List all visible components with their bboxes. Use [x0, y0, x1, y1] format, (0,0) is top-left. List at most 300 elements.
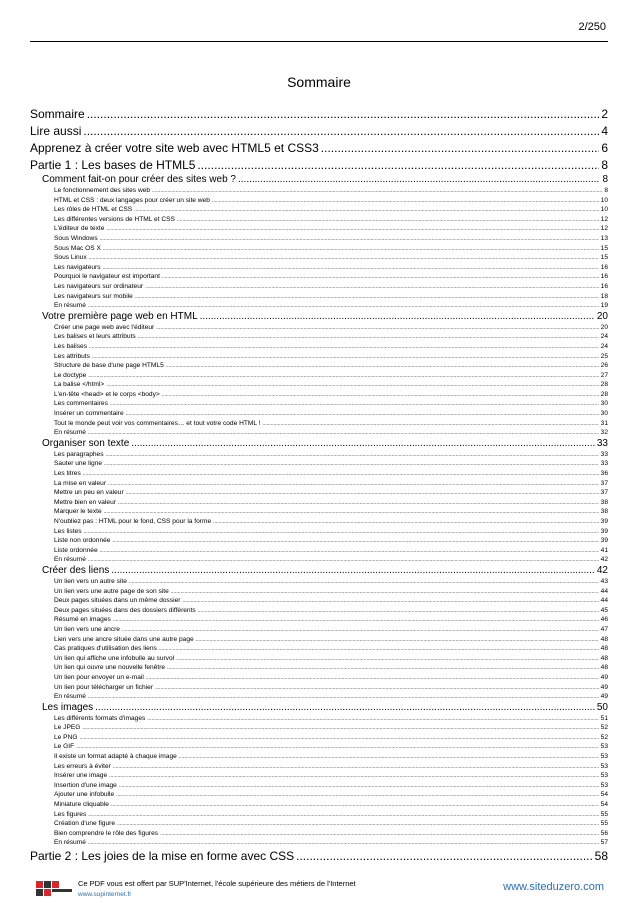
toc-section-row[interactable]	[30, 253, 608, 263]
toc-page-number: 37	[600, 479, 608, 487]
toc-leader-dots	[82, 724, 598, 733]
page-indicator: 2/250	[578, 21, 606, 33]
toc-page-number: 42	[600, 556, 608, 564]
toc-page-number: 30	[600, 410, 608, 418]
toc-leader-dots	[122, 626, 599, 635]
toc-leader-dots	[126, 410, 599, 419]
toc-section-row[interactable]	[30, 469, 608, 479]
toc-section-row[interactable]	[30, 714, 608, 724]
toc-entry-label: Liste non ordonnée	[54, 537, 111, 545]
toc-entry-label: Les navigateurs sur ordinateur	[54, 282, 144, 290]
toc-leader-dots	[104, 460, 599, 469]
toc-page-number: 20	[596, 310, 608, 322]
toc-section-row[interactable]	[30, 517, 608, 527]
toc-leader-dots	[89, 343, 599, 352]
toc-section-row[interactable]	[30, 673, 608, 683]
toc-leader-dots	[167, 664, 599, 673]
toc-page-number: 45	[600, 606, 608, 614]
toc-leader-dots	[116, 791, 599, 800]
toc-entry-label: Les commentaires	[54, 400, 108, 408]
footer	[30, 875, 608, 899]
toc-leader-dots	[146, 674, 599, 683]
toc-entry-label: Partie 2 : Les joies de la mise en forme avec CSS	[30, 849, 295, 863]
toc-entry-label: Pourquoi le navigateur est important	[54, 273, 160, 281]
toc-leader-dots	[103, 264, 599, 273]
toc-entry-label: Les balises	[54, 342, 87, 350]
toc-page-number: 26	[600, 362, 608, 370]
toc-page-number: 24	[600, 342, 608, 350]
toc-leader-dots	[213, 518, 599, 527]
toc-page-number: 16	[600, 282, 608, 290]
toc-section-row[interactable]	[30, 282, 608, 292]
toc-entry-label: Apprenez à créer votre site web avec HTML5 et CSS3	[30, 141, 319, 155]
toc-entry-label: Un lien vers un autre site	[54, 577, 127, 585]
toc-section-row[interactable]	[30, 186, 608, 196]
toc-leader-dots	[83, 123, 599, 140]
toc-leader-dots	[197, 157, 599, 174]
toc-leader-dots	[84, 528, 599, 537]
toc-entry-label: Organiser son texte	[42, 437, 130, 449]
toc-page-number: 33	[600, 450, 608, 458]
toc-page-number: 28	[600, 390, 608, 398]
toc-section-row[interactable]	[30, 555, 608, 565]
toc-section-row[interactable]	[30, 577, 608, 587]
toc-entry-label: Insérer une image	[54, 772, 108, 780]
toc-page-number: 10	[600, 206, 608, 214]
toc-page-number: 16	[600, 273, 608, 281]
toc-entry-label: L'en-tête <head> et le corps <body>	[54, 390, 160, 398]
toc-entry-label: Liste ordonnée	[54, 546, 98, 554]
toc-entry-label: Un lien pour envoyer un e-mail	[54, 673, 144, 681]
toc-section-row[interactable]	[30, 215, 608, 225]
toc-section-row[interactable]	[30, 371, 608, 381]
toc-entry-label: N'oubliez pas : HTML pour le fond, CSS pour la forme	[54, 518, 212, 525]
toc-section-row[interactable]	[30, 819, 608, 829]
toc-leader-dots	[182, 597, 598, 606]
toc-leader-dots	[296, 848, 593, 865]
toc-leader-dots	[160, 830, 599, 839]
toc-section-row[interactable]	[30, 342, 608, 352]
toc-entry-label: En résumé	[54, 839, 86, 847]
toc-entry-label: Les attributs	[54, 352, 90, 360]
toc-leader-dots	[108, 480, 599, 489]
toc-leader-dots	[79, 734, 598, 743]
toc-leader-dots	[200, 311, 595, 323]
footer-offer-link[interactable]: www.supinternet.fr	[78, 891, 132, 898]
toc-section-row[interactable]	[30, 263, 608, 273]
toc-page-number: 36	[600, 470, 608, 478]
toc-page-number: 43	[600, 577, 608, 585]
toc-section-row[interactable]	[30, 723, 608, 733]
toc-leader-dots	[238, 174, 600, 186]
toc-page-number: 48	[600, 654, 608, 662]
toc-section-row[interactable]	[30, 332, 608, 342]
toc-page-number: 12	[600, 215, 608, 223]
toc-section-row[interactable]	[30, 683, 608, 693]
toc-entry-label: Le PNG	[54, 733, 78, 741]
toc-leader-dots	[111, 565, 595, 577]
toc-section-row[interactable]	[30, 800, 608, 810]
toc-entry-label: Résumé en images	[54, 616, 111, 624]
toc-entry-label: Créer une page web avec l'éditeur	[54, 323, 155, 331]
toc-page-number: 49	[600, 673, 608, 681]
toc-entry-label: Lire aussi	[30, 124, 82, 138]
toc-leader-dots	[88, 811, 598, 820]
toc-leader-dots	[111, 801, 599, 810]
toc-section-row[interactable]	[30, 635, 608, 645]
toc-page-number: 53	[600, 781, 608, 789]
toc-part-row[interactable]	[30, 123, 608, 140]
toc-leader-dots	[87, 106, 600, 123]
toc-leader-dots	[179, 753, 599, 762]
toc-page-number: 4	[601, 124, 608, 138]
toc-entry-label: Un lien qui ouvre une nouvelle fenêtre	[54, 664, 166, 672]
toc-page-number: 39	[600, 527, 608, 535]
toc-entry-label: Structure de base d'une page HTML5	[54, 362, 164, 370]
toc-leader-dots	[88, 302, 599, 311]
toc-page-number: 10	[600, 196, 608, 204]
toc-leader-dots	[155, 684, 599, 693]
toc-leader-dots	[88, 372, 598, 381]
toc-section-row[interactable]	[30, 244, 608, 254]
toc-leader-dots	[106, 451, 599, 460]
toc-page-number: 53	[600, 762, 608, 770]
table-of-contents	[30, 106, 608, 865]
toc-section-row[interactable]	[30, 810, 608, 820]
toc-section-row[interactable]	[30, 399, 608, 409]
toc-page-number: 20	[600, 323, 608, 331]
toc-leader-dots	[110, 400, 599, 409]
toc-entry-label: Création d'une figure	[54, 820, 116, 828]
toc-page-number: 44	[600, 597, 608, 605]
toc-leader-dots	[112, 537, 598, 546]
toc-page-number: 48	[600, 645, 608, 653]
toc-part-row[interactable]	[30, 157, 608, 174]
toc-leader-dots	[177, 216, 599, 225]
toc-entry-label: Marquer le texte	[54, 508, 102, 516]
toc-leader-dots	[113, 763, 599, 772]
toc-page-number: 28	[600, 381, 608, 389]
toc-section-row[interactable]	[30, 498, 608, 508]
toc-page-number: 48	[600, 635, 608, 643]
toc-entry-label: Deux pages situées dans des dossiers différents	[54, 606, 196, 614]
toc-entry-label: Insertion d'une image	[54, 781, 117, 789]
toc-entry-label: Sous Mac OS X	[54, 244, 101, 252]
footer-offer-text: Ce PDF vous est offert par SUP'Internet, l'école supérieure des métiers de l'Internet	[78, 879, 356, 888]
toc-page-number: 15	[600, 254, 608, 262]
toc-leader-dots	[95, 702, 595, 714]
toc-page-number: 38	[600, 498, 608, 506]
toc-leader-dots	[176, 655, 599, 664]
toc-page-number: 27	[600, 371, 608, 379]
toc-entry-label: Les balises et leurs attributs	[54, 333, 136, 341]
toc-leader-dots	[118, 499, 599, 508]
toc-chapter-row[interactable]	[30, 565, 608, 577]
toc-entry-label: Les navigateurs	[54, 263, 101, 271]
toc-entry-label: Le fonctionnement des sites web	[54, 187, 151, 194]
toc-entry-label: Mettre bien en valeur	[54, 498, 116, 506]
toc-section-row[interactable]	[30, 196, 608, 206]
toc-page-number: 52	[600, 724, 608, 732]
toc-leader-dots	[134, 206, 598, 215]
toc-leader-dots	[103, 245, 599, 254]
toc-leader-dots	[106, 381, 598, 390]
toc-page-number: 55	[600, 820, 608, 828]
toc-section-row[interactable]	[30, 742, 608, 752]
toc-entry-label: Le GIF	[54, 743, 75, 751]
toc-page-number: 49	[600, 693, 608, 701]
toc-page-number: 56	[600, 829, 608, 837]
toc-page-number: 39	[600, 537, 608, 545]
toc-page-number: 33	[596, 437, 608, 449]
toc-section-row[interactable]	[30, 790, 608, 800]
toc-page-number: 16	[600, 263, 608, 271]
toc-page-number: 39	[600, 518, 608, 525]
toc-entry-label: Mettre un peu en valeur	[54, 489, 124, 497]
toc-entry-label: Un lien vers une ancre	[54, 625, 120, 633]
toc-section-row[interactable]	[30, 838, 608, 848]
toc-entry-label: En résumé	[54, 556, 86, 564]
toc-entry-label: Les différents formats d'images	[54, 714, 146, 722]
toc-section-row[interactable]	[30, 479, 608, 489]
toc-leader-dots	[88, 693, 599, 702]
toc-page-number: 30	[600, 400, 608, 408]
toc-leader-dots	[162, 391, 599, 400]
toc-page-number: 2	[601, 107, 608, 121]
toc-page-number: 52	[600, 733, 608, 741]
toc-entry-label: L'éditeur de texte	[54, 225, 105, 233]
footer-site-link[interactable]: www.siteduzero.com	[503, 881, 604, 893]
toc-page-number: 37	[600, 489, 608, 497]
toc-leader-dots	[135, 293, 599, 302]
toc-part-row[interactable]	[30, 106, 608, 123]
toc-entry-label: HTML et CSS : deux langages pour créer un site web	[54, 196, 210, 204]
toc-entry-label: Comment fait-on pour créer des sites web ?	[42, 174, 236, 185]
toc-entry-label: Sauter une ligne	[54, 460, 103, 468]
page-title: Sommaire	[287, 74, 351, 90]
toc-section-row[interactable]	[30, 428, 608, 438]
toc-leader-dots	[156, 324, 598, 333]
toc-leader-dots	[321, 140, 600, 157]
toc-page-number: 49	[600, 683, 608, 691]
toc-page-number: 44	[600, 587, 608, 595]
toc-chapter-row[interactable]	[30, 702, 608, 714]
toc-page-number: 54	[600, 801, 608, 809]
toc-page-number: 32	[600, 429, 608, 437]
toc-entry-label: Miniature cliquable	[54, 801, 109, 809]
toc-page-number: 54	[600, 791, 608, 799]
supinternet-logo-icon	[36, 877, 74, 899]
toc-page-number: 47	[600, 625, 608, 633]
toc-entry-label: Les images	[42, 701, 94, 713]
toc-entry-label: Un lien pour télécharger un fichier	[54, 683, 153, 691]
toc-page-number: 58	[594, 849, 608, 863]
toc-leader-dots	[113, 616, 599, 625]
toc-page-number: 12	[600, 225, 608, 233]
toc-entry-label: Deux pages situées dans un même dossier	[54, 597, 181, 605]
toc-leader-dots	[198, 607, 599, 616]
toc-section-row[interactable]	[30, 771, 608, 781]
toc-section-row[interactable]	[30, 615, 608, 625]
toc-section-row[interactable]	[30, 205, 608, 215]
toc-entry-label: Le doctype	[54, 371, 87, 379]
toc-page-number: 46	[600, 616, 608, 624]
toc-section-row[interactable]	[30, 644, 608, 654]
toc-page-number: 31	[600, 419, 608, 427]
toc-leader-dots	[145, 283, 599, 292]
toc-leader-dots	[262, 420, 598, 429]
toc-page-number: 50	[596, 701, 608, 713]
toc-leader-dots	[117, 820, 599, 829]
toc-leader-dots	[100, 547, 599, 556]
toc-page-number: 55	[600, 810, 608, 818]
toc-section-row[interactable]	[30, 459, 608, 469]
toc-page-number: 53	[600, 743, 608, 751]
toc-entry-label: Insérer un commentaire	[54, 410, 124, 418]
toc-page-number: 6	[601, 141, 608, 155]
toc-page-number: 33	[600, 460, 608, 468]
toc-page-number: 38	[600, 508, 608, 516]
toc-page-number: 51	[600, 714, 608, 722]
toc-section-row[interactable]	[30, 596, 608, 606]
toc-entry-label: Les listes	[54, 527, 82, 535]
toc-page-number: 53	[600, 772, 608, 780]
toc-leader-dots	[109, 772, 599, 781]
toc-entry-label: Créer des liens	[42, 564, 110, 576]
toc-entry-label: Un lien vers une autre page de son site	[54, 587, 169, 595]
toc-section-row[interactable]	[30, 733, 608, 743]
toc-entry-label: Les figures	[54, 810, 87, 818]
toc-leader-dots	[159, 645, 599, 654]
toc-entry-label: Partie 1 : Les bases de HTML5	[30, 158, 196, 172]
toc-entry-label: Sommaire	[30, 107, 85, 121]
toc-entry-label: Votre première page web en HTML	[42, 310, 198, 322]
header-rule	[30, 41, 608, 42]
toc-section-row[interactable]	[30, 781, 608, 791]
toc-leader-dots	[76, 743, 599, 752]
toc-page-number: 53	[600, 753, 608, 761]
toc-leader-dots	[104, 508, 599, 517]
toc-part-row[interactable]	[30, 140, 608, 157]
toc-section-row[interactable]	[30, 323, 608, 333]
toc-entry-label: Cas pratiques d'utilisation des liens	[54, 645, 157, 653]
toc-leader-dots	[196, 636, 599, 645]
toc-entry-label: Sous Linux	[54, 254, 87, 262]
toc-section-row[interactable]	[30, 390, 608, 400]
toc-leader-dots	[212, 197, 599, 206]
toc-section-row[interactable]	[30, 419, 608, 429]
toc-chapter-row[interactable]	[30, 311, 608, 323]
toc-page-number: 8	[601, 158, 608, 172]
toc-entry-label: Les titres	[54, 470, 81, 478]
toc-leader-dots	[147, 715, 598, 724]
toc-chapter-row[interactable]	[30, 438, 608, 450]
toc-page-number: 15	[600, 244, 608, 252]
toc-section-row[interactable]	[30, 587, 608, 597]
toc-section-row[interactable]	[30, 752, 608, 762]
toc-section-row[interactable]	[30, 224, 608, 234]
toc-entry-label: Les navigateurs sur mobile	[54, 292, 133, 300]
toc-section-row[interactable]	[30, 409, 608, 419]
toc-page-number: 42	[596, 564, 608, 576]
toc-entry-label: Tout le monde peut voir vos commentaires… et tout votre code HTML !	[54, 419, 261, 427]
toc-section-row[interactable]	[30, 663, 608, 673]
toc-section-row[interactable]	[30, 536, 608, 546]
toc-section-row[interactable]	[30, 488, 608, 498]
toc-entry-label: La mise en valeur	[54, 479, 107, 487]
toc-entry-label: En résumé	[54, 693, 86, 701]
toc-section-row[interactable]	[30, 507, 608, 517]
toc-page-number: 48	[600, 664, 608, 672]
toc-part-row[interactable]	[30, 848, 608, 865]
toc-section-row[interactable]	[30, 301, 608, 311]
toc-section-row[interactable]	[30, 762, 608, 772]
toc-entry-label: Sous Windows	[54, 234, 98, 242]
toc-page-number: 19	[600, 302, 608, 310]
toc-section-row[interactable]	[30, 527, 608, 537]
toc-leader-dots	[106, 225, 598, 234]
toc-section-row[interactable]	[30, 272, 608, 282]
toc-page-number: 8	[602, 174, 608, 185]
toc-section-row[interactable]	[30, 450, 608, 460]
toc-section-row[interactable]	[30, 692, 608, 702]
toc-page-number: 18	[600, 292, 608, 300]
toc-entry-label: Les rôles de HTML et CSS	[54, 206, 133, 214]
toc-entry-label: En résumé	[54, 429, 86, 437]
toc-section-row[interactable]	[30, 654, 608, 664]
toc-leader-dots	[83, 470, 599, 479]
toc-chapter-row[interactable]	[30, 174, 608, 186]
toc-entry-label: Le JPEG	[54, 724, 81, 732]
toc-section-row[interactable]	[30, 361, 608, 371]
toc-leader-dots	[92, 353, 599, 362]
toc-entry-label: Un lien qui affiche une infobulle au survol	[54, 654, 175, 662]
toc-section-row[interactable]	[30, 292, 608, 302]
toc-section-row[interactable]	[30, 625, 608, 635]
toc-section-row[interactable]	[30, 829, 608, 839]
toc-leader-dots	[100, 235, 599, 244]
toc-entry-label: Les erreurs à éviter	[54, 762, 111, 770]
toc-section-row[interactable]	[30, 380, 608, 390]
toc-page-number: 13	[600, 234, 608, 242]
toc-section-row[interactable]	[30, 234, 608, 244]
toc-leader-dots	[88, 429, 599, 438]
toc-leader-dots	[138, 333, 599, 342]
toc-leader-dots	[171, 588, 599, 597]
toc-page-number: 25	[600, 352, 608, 360]
toc-leader-dots	[119, 782, 599, 791]
toc-page-number: 41	[600, 546, 608, 554]
toc-leader-dots	[131, 438, 595, 450]
toc-leader-dots	[129, 578, 599, 587]
toc-entry-label: Les paragraphes	[54, 450, 104, 458]
toc-leader-dots	[152, 187, 602, 196]
toc-leader-dots	[126, 489, 599, 498]
toc-entry-label: Il existe un format adapté à chaque image	[54, 753, 177, 761]
toc-entry-label: La balise </html>	[54, 381, 105, 389]
toc-page-number: 8	[604, 187, 608, 194]
toc-section-row[interactable]	[30, 546, 608, 556]
toc-section-row[interactable]	[30, 352, 608, 362]
toc-entry-label: Lien vers une ancre située dans une autre page	[54, 635, 194, 643]
toc-entry-label: Ajouter une infobulle	[54, 791, 115, 799]
toc-entry-label: Les différentes versions de HTML et CSS	[54, 215, 175, 223]
toc-section-row[interactable]	[30, 606, 608, 616]
toc-leader-dots	[89, 254, 599, 263]
toc-leader-dots	[162, 273, 599, 282]
toc-leader-dots	[88, 556, 599, 565]
toc-entry-label: En résumé	[54, 302, 86, 310]
